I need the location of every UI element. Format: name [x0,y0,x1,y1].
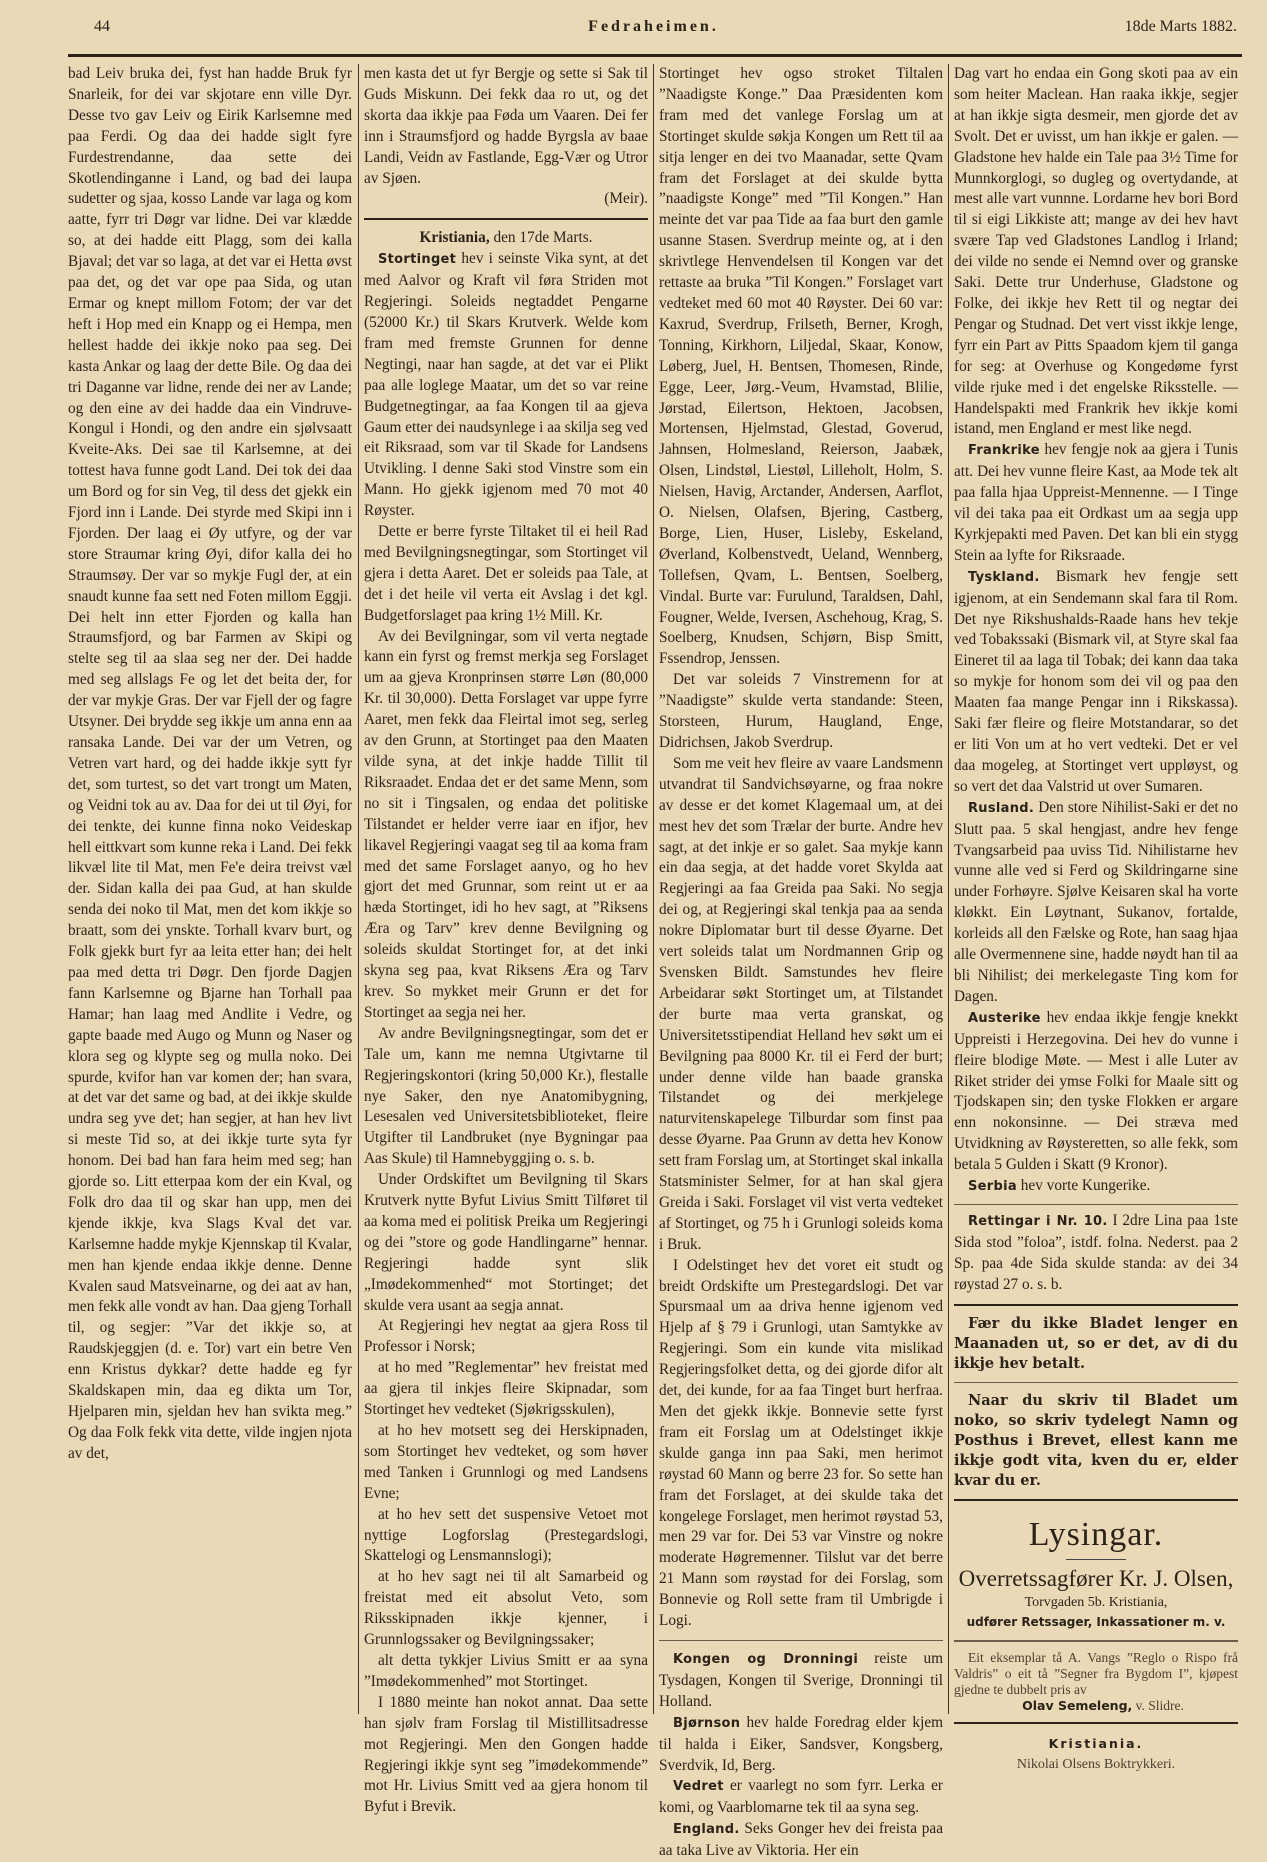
paragraph-lead: Kongen og Dronningi [673,1651,859,1667]
news-paragraph: Av dei Bevilgningar, som vil verta negtade kann ein fyrst og fremst merkja seg Forslaget um aa gjeva Kronprinsen større Løn (80,000 Kr. til 30,000). Detta Forslaget var uppe fyrre Aaret, men fekk daa Fleirtal imot seg, serleg av den Grunn, at Stortinget paa den Maaten vilde syna, at det inkje hadde Tillit til Riksraadet. Endaa det er det same Menn, som no sit i Tingsalen, og endaa det politiske Tilstandet er helder verre iaar en ifjor, hev likavel Regjeringi vaagat seg til aa koma fram med det same Forslaget aanyo, og ho hev gjort det med Grunnar, som reint ut er aa hæda Stortinget, idi ho hev sagt, at ”Riksens Æra og Tarv” krev denne Bevilgning og soleids skuldat Stortinget for, at det inki skyna seg paa, kvat Riksens Æra og Tarv krev. So mykket meir Grunn er det for Stortinget aa segja nei her. [364,627,648,1021]
paragraph-text: Bismark hev fengje sett igjenom, at ein Sendemann skal fara til Rom. Det nye Rikshushalds-Raade hans hev tekje ved Tobakssaki (Bismark vil, at Styre skal faa Eineret til aa laga til Tobak; dei kann daa taka so mykje for honom som dei vil og paa den Maaten faa mange Pengar inn i Rikskassa). Saki fær fleire og fleire Motstandarar, so det er liti Von um at ho vert vedteki. Det er vel daa mogeleg, at Stortinget vert uppløyst, og so vert det daa Valstrid ut over Sumaren. [954,567,1238,795]
story-continuation [364,64,648,189]
ad-lawyer-name: Overretssagfører Kr. J. Olsen, [958,1565,1234,1591]
news-paragraph: at ho hev sagt nei til alt Samarbeid og freistat med eit absolut Veto, som Riksskipnaden ikkje kjenner, i Grunnlogssaker og Bevilgningssaker; [364,1568,648,1649]
news-paragraph [954,798,1238,1008]
paragraph-text: hev fengje nok aa gjera i Tunis att. Dei hev vunne fleire Kast, aa Mode tek alt paa falla hjaa Uppreist-Mennenne. — I Tinge vil dei taka paa eit Ordkast um aa segja upp Kyrkjepakti med Paven. Det kan bli ein stygg Stein aa lyfte for Riksraade. [954,441,1238,564]
news-paragraph [659,1649,943,1713]
news-paragraph: Det var soleids 7 Vinstremenn for at ”Naadigste” skulde verta standande: Steen, Storsteen, Hurum, Haugland, Enge, Didrichsen, Jakob Sverdrup. [659,671,943,751]
story-text: bad Leiv bruka dei, fyst han hadde Bruk fyr Snarleik, for dei var skjotare enn ville Dyr. Desse tvo gav Leiv og Eirik Karlsemne med paa Ferdi. Og daa dei hadde siglt fyre Furdestrendanne, daa sette dei Skotlendinganne i Land, og bad dei laupa sudetter og sjaa, kosso Lande var laga og kom aatte, fyrr tri Døgr var lidne. Dei var klædde so, at dei hadde eitt Plagg, som dei kalla Bjaval; det var so laga, at det var ei Hetta øvst paa det, og det var ope paa Sida, og utan Ermar og knept millom Fotom; der var det heft i Hop med ein Knapp og ei Hempa, men hellest hadde dei ikkje noko paa seg. Dei kasta Ankar og laag der dette Bile. Og daa dei tri Daganne var lidne, rende dei ner av Lande; og den eine av dei hadde daa ein Vindruve-Kongul i Hondi, og den andre ein sjølvsaatt Kveite-Aks. Dei sae til Karlsemne, at dei tottest hava funne godt Land. Dei tok dei daa um Bord og for sin Veg, til dess det gjekk ein Fjord inn i Lande. Dei styrde med Skipi inn i Fjorden. Der laag ei Øy utfyre, og der var store Straumar kring Øyi, difor kalla dei ho Straumsøy. Der var so mykje Fugl der, at ein snaudt kunne faa sett ned Foten millom Eggji. Dei helt inn etter Fjorden og kalla han Straumsfjord, og bar Farmen av Skipi og stelte seg til aa slaa seg ner der. Dei hadde med seg allslags Fe og let det beita der, for der var mykje Gras. Der var Fjell der og fagre Utsyner. Dei brydde seg ikkje um anna enn aa ransaka Lande. Dei var der um Vetren, og Vetren vart hard, og dei hadde ikkje sytt fyr det, som turtest, so det vart trongt um Maten, og Veidni tok au av. Daa for dei ut til Øyi, for dei tenkte, dei kunne finna noko Veideskap hell eittkvart som kunne reka i Land. Dei fekk likvæl lite til Mat, men Fe'e deira treivst væl der. Sidan kalla dei paa Gud, at han skulde senda dei noko til Mat, men det kom ikkje so braatt, som dei ynskte. Torhall kvarv burt, og Folk gjekk burt fyr aa leita etter han; dei helt paa med detta tri Døgr. Den fjorde Dagjen fann Karlsemne og Bjarne han Torhall paa Hamar; han laag med Andlite i Vedre, og gapte baade med Augo og Munn og Naser og klora seg og klypte seg og mulla noko. Dei spurde, kvifor han var komen der; han svara, at det var det same og bad, at dei ikkje skulde undra seg yve det; han segjer, at han hev livt si meste Tid so, at dei ikkje turte syta fyr honom. Dei bad han fara heim med seg; han gjorde so. Litt etterpaa kom der ein Kval, og Folk dro daa til og skar han upp, men dei kjende ikkje, kva Slags Kval det var. Karlsemne hadde mykje Kjennskap til Kvalar, men han kjende endaa ikkje denne. Denne Kvalen saud Matsveinarne, og dei aat av han, men fekk alle vondt av han. Daa gjeng Torhall til, og segjer: ”Var det ikkje so, at Raudskjeggjen (d. e. Tor) vart ein betre Ven enn Kristus dykkar? dette hadde eg fyr Skaldskapen min, daa eg dikta um Tor, Hjelparen min, sjeldan hev han svikta meg.” Og daa Folk fekk vita dette, vilde ingjen njota av det, [68,65,352,1462]
news-paragraph: at ho med ”Reglementar” hev freistat med aa gjera til inkjes fleire Skipnadar, som Stortinget hev vedteket (Sjøkrigsskulen), [364,1359,648,1419]
paragraph-lead: Stortinget [378,252,457,268]
dateline [364,228,648,249]
section-rule [954,1382,1238,1383]
paragraph-lead: Bjørnson [673,1715,741,1731]
column-2 [364,64,648,1818]
section-rule [954,1640,1238,1642]
news-paragraph [954,1008,1238,1176]
news-paragraph: I 1880 meinte han nokot annat. Daa sette han sjølv fram Forslag til Mistillitsadresse mot Regjeringi. Men den Gongen hadde Regjeringi ikkje synt seg ”imødekommende” mot Hr. Livius Smitt ved aa gjera honom til Byfut i Brevik. [364,1693,648,1816]
news-paragraph [954,1176,1238,1198]
issue-date: 18de Marts 1882. [1124,18,1237,35]
column-divider [653,64,654,1714]
column-1-story [68,64,352,1465]
news-paragraph [364,249,648,522]
notice-text: Fær du ikke Bladet lenger en Maanaden ut, so er det, av di du ikkje hev betalt. [954,1314,1238,1372]
paragraph-lead: Tyskland. [968,569,1040,585]
short-rule [1066,1559,1126,1560]
section-rule [954,1499,1238,1501]
news-paragraph: at ho hev motsett seg dei Herskipnaden, som Stortinget hev vedteket, og som høver med Tanken i Grunnlogi og med Landsens Evne; [364,1422,648,1502]
column-3 [659,64,943,1862]
column-divider [948,64,949,1714]
ad-books-place: v. Slidre. [1135,1698,1184,1714]
news-paragraph: I Odelstinget hev det voret eit studt og breidt Ordskifte um Prestegardslogi. Det var Spursmaal um aa driva henne igjenom ved Hjelp af § 79 i Grunlogi, utan Samtykke av Regjeringi. Som ein kunde vita mislikad Regjeringsfolket detta, og dei gjorde difor alt det, dei kunde, for aa faa Tinget burt herfraa. Men det gjekk ikkje. Bonnevie sette fyrst fram eit Forslag um at Odelstinget ikkje skulde ganga inn paa Saki, men herimot røystad 60 Mann og berre 23 for. So sette han fram det Forslaget, at dei skulde taka det kongelege Forslaget, men herimot røystad 53, men 29 var for. Dei 53 var Vinstre og nokre moderate Høgremenner. Tilslut var det berre 21 Mann som røystad for dei Forslag, som Bonnevie og Roll sette fram til Umbrigde i Logi. [659,1256,943,1630]
news-paragraph [954,567,1238,798]
paragraph-text: er vaarlegt no som fyrr. Lerka er komi, og Vaarblomarne tek til aa syna seg. [659,1777,943,1817]
paragraph-text: hev i seinste Vika synt, at det med Aalvor og Kraft vil føra Striden mot Regjeringi. Soleids negtaddet Pengarne (52000 Kr.) til Skars Krutverk. Welde kom fram med fremste Grunnen for denne Negtingi, naar han sagde, at det var ei Plikt paa alle loglege Maatar, um det so var reine Budgetnegtingar, aa faa Kongen til aa gjeva Gaum etter dei naudsynlege i aa skilja seg ved eit Riksraad, som var til Skade for Landsens Utvikling. I denne Saki stod Vinstre som ein Mann. Ho gjekk igjenom med 70 mot 40 Røyster. [364,250,648,520]
section-rule [954,1304,1238,1306]
corrections [954,1211,1238,1296]
paragraph-lead: Rettingar i Nr. 10. [968,1213,1108,1229]
ad-books-text: Eit eksemplar tå A. Vangs ”Reglo o Rispo frå Valdris” o eit tå ”Segner fra Bygdom I”, kjøpest gjedne te dubbelt pris av [954,1650,1238,1698]
paragraph-text: reiste um Tysdagen, Kongen til Sverige, Dronningi til Holland. [659,1649,944,1710]
paragraph-lead: England. [673,1822,740,1838]
section-rule [954,1204,1238,1205]
ad-lawyer-address: Torvgaden 5b. Kristiania, [1024,1594,1168,1610]
ad-books-seller: Olav Semeleng, [1022,1698,1133,1714]
news-paragraph [659,1713,943,1777]
column-divider [358,64,359,1714]
letters-notice [954,1391,1238,1491]
section-rule [659,1640,943,1641]
news-paragraph: Dag vart ho endaa ein Gong skoti paa av ein som heiter Maclean. Han raaka ikkje, segjer at han ikkje sigta desmeir, men gjorde det av Svolt. Det er uvisst, um han ikkje er galen. — Gladstone hev halde ein Tale paa 3½ Time for Munnkorglogi, so dugleg og overtydande, at mest alle vart vunnne. Lordarne hev bori Bord til si eigi Likkiste att; mange av dei hev havt svære Tap ved Gladstones Landlog i Irland; dei vilde no sende ei Nemnd over og granske Saki. Dette trur Underhuse, Gladstone og Folke, dei ikkje hev Rett til og negtar dei Pengar og Studnad. Det vert visst ikkje lenge, fyrr ein Part av Pitts Spaadom kjem til ganga for seg: at Overhuse og Kongedøme fyrst vilde rjuke med i det engelske Riksstelle. — Handelspakti med Frankrik hev ikkje komi istand, men England er mest like negd. [954,65,1238,438]
paragraph-text: Den store Nihilist-Saki er det no Slutt paa. 5 skal hengjast, andre hev fenge Tvangsarbeid paa uviss Tid. Nihilistarne hev vunne alle ved si Ferd og Skildringarne sine under Forhøyre. Sjølve Keisaren skal ha vorte kløkkt. Ein Løytnant, Sukanov, fortalde, korleids all den Fælske og Rote, han saag hjaa alle Overmennene sine, hadde nøydt han til aa bli Nihilist; dei merkelegaste Ting kom for Dagen. [954,798,1239,1005]
news-paragraph: at ho hev sett det suspensive Vetoet mot nyttige Logforslag (Prestegardslogi, Skattelogi og Lensmannslogi); [364,1505,648,1565]
news-paragraph: Under Ordskiftet um Bevilgning til Skars Krutverk nytte Byfut Livius Smitt Tilføret til aa koma med ei politisk Preika um Regjeringi og dei ”store og gode Handlingarne” hennar. Regjeringi hadde synt slik „Imødekommenhed“ mot Stortinget; det skulde vera usant aa segja annat. [364,1171,648,1314]
paragraph-lead: Rusland. [968,800,1035,816]
paragraph-lead: Frankrike [968,443,1040,459]
paragraph-text: I 2dre Lina paa 1ste Sida stod ”folоa”, istdf. folna. Nederst. paa 2 Sp. paa 4de Sida skulde standa: av dei 34 røystad 27 o. s. b. [954,1211,1238,1293]
paragraph-lead: Serbia [968,1179,1017,1195]
paragraph-text: hev vorte Kungerike. [1020,1177,1151,1195]
subscription-notice [954,1314,1238,1374]
notice-text: Naar du skriv til Bladet um noko, so skriv tydelegt Namn og Posthus i Brevet, ellest kann me ikkje godt vita, kven du er, elder kvar du er. [954,1391,1238,1489]
ad-lawyer-services: udfører Retssager, Inkassationer m. v. [966,1614,1226,1629]
news-paragraph: alt detta tykkjer Livius Smitt er aa syna ”Imødekommenhed” mot Stortinget. [364,1651,648,1690]
news-paragraph: Av andre Bevilgningsnegtingar, som det er Tale um, kann me nemna Utgivtarne til Regjeringskontori (kring 50,000 Kr.), flestalle nye Saker, den nye Anatomibygning, Lesesalen ved Universitetsbiblioteket, fleire Utgifter til Landbruket (nye Bygningar paa Aas Skule) til Hamnebyggjing o. s. b. [364,1024,648,1168]
column-4 [954,64,1238,1776]
imprint-city: Kristiania. [1048,1736,1144,1752]
news-paragraph [659,1819,943,1862]
paragraph-text: Seks Gonger hev dei freista paa aa taka Live av Viktoria. Her ein [659,1820,944,1860]
dateline-place: Kristiania, [419,229,490,247]
page-number: 44 [94,18,110,35]
paragraph-text: hev endaa ikkje fengje knekkt Uppreisti i Herzegovina. Dei hev do vunne i fleire blodige Møte. — Mest i alle Luter av Riket strider dei ymse Folki for Maale sitt og Tjodskapen sin; den tyske Flokken er argare enn nokonsinne. — Dei stræva med Utvidkning av Røysteretten, so alle fekk, som betala 5 Gulden i Skatt (9 Kronor). [954,1008,1238,1174]
ads-heading: Lysingar. [1028,1515,1164,1553]
dateline-date: den 17de Marts. [493,229,593,247]
paragraph-lead: Austerike [968,1010,1041,1026]
news-paragraph: Som me veit hev fleire av vaare Landsmenn utvandrat til Sandvichsøyarne, og fraa nokre av desse er det komet Klagemaal um, at dei mest hev det som Trælar der burte. Andre hev sagt, at det inkje er so galet. Saa mykje kann ein daa segja, at det hadde voret Skylda aat Regjeringi aa faa Greida paa Saki. No segja dei og, at Regjeringi skal tenkja paa aa senda nokre Diplomatar burt til desse Øyarne. Det vert soleids talat um Nordmannen Grip og Svensken Bildt. Samstundes hev fleire Arbeidarar søkt Stortinget um, at Tilstandet der burte maa verta granskat, og Universitetsstipendiat Helland hev søkt um ei Bevilgning paa 8000 Kr. til ei Ferd der burt; under denne vilde han baade granska Tilstandet og dei merkjelege naturvitenskapelege Tilburdar som finst paa desse Øyarne. Paa Grunn av detta hev Konow sett fram Forslag um, at Stortinget skal inkalla Statsminister Selmer, for at han skal gjera Greida i Saki. Forslaget vil vist verta vedteket af Stortinget, og 75 h i Grunlogi soleids koma i Bruk. [659,754,943,1253]
continuation-text: men kasta det ut fyr Bergje og sette si Sak til Guds Miskunn. Dei fekk daa ro ut, og det skorta daa ikkje paa Føda um Vaaren. Dei fer inn i Straumsfjord og hadde Byrgsla av baae Landi, Veidn av Fastlande, Egg-Vær og Utror av Sjøen. [364,65,648,187]
news-paragraph [954,440,1238,566]
news-paragraph: Dette er berre fyrste Tiltaket til ei heil Rad med Bevilgningsnegtingar, som Stortinget vil gjera i detta Aaret. Det er soleids paa Tale, at det i det heile vil verta eit Avslag i det kgl. Budgetforslaget paa kring 1½ Mill. Kr. [364,523,648,624]
imprint-printer: Nikolai Olsens Boktrykkeri. [1016,1757,1176,1773]
page-header [70,18,1237,42]
paragraph-text: hev halde Foredrag elder kjem til halda i Eiker, Sandsver, Kongsberg, Sverdvik, Id, Berg. [659,1713,944,1774]
newspaper-title: Fedraheimen. [588,18,719,35]
to-be-continued: (Meir). [604,190,648,208]
paragraph-lead: Vedret [673,1779,724,1795]
section-rule [364,218,648,220]
news-paragraph: At Regjeringi hev negtat aa gjera Ross til Professor i Norsk; [364,1317,648,1356]
ad-books [954,1650,1238,1714]
news-paragraph: Stortinget hev ogso stroket Tiltalen ”Naadigste Konge.” Daa Præsidenten kom fram med det vanlege Forslag um at Stortinget skulde søkja Kongen um Rett til aa sitja lenger en dei tvo Maanadar, sette Qvam fram det Forslaget at dei skulde bytta ”naadigste Konge” med ”Til Kongen.” Han meinte det var paa Tide aa faa burt den gamle usanne Stasen. Sverdrup meinte og, at i den skrivtlege Henvendelsen til Kongen var det rettaste aa bruka ”Til Kongen.” Forslaget vart vedteket med 60 mot 40 Røyster. Dei 60 var: Kaxrud, Sverdrup, Frilseth, Berner, Krogh, Tonning, Kirkhorn, Liljedal, Skaar, Konow, Løberg, Juel, H. Bentsen, Thomesen, Rinde, Egge, Leer, Jørg.-Veum, Hvamstad, Blilie, Jørstad, Eilertson, Hektoen, Jacobsen, Mortensen, Hjelmstad, Glestad, Goverud, Jahnsen, Holmesland, Reierson, Jaabæk, Olsen, Lindstøl, Liestøl, Lilleholt, Holm, S. Nielsen, Havig, Arctander, Andersen, Aarflot, O. Nielsen, Olafsen, Bjering, Castberg, Borge, Lien, Huser, Lisleby, Eskeland, Øverland, Kolbenstvedt, Ueland, Wennberg, Tollefsen, Qvam, L. Bentsen, Soelberg, Vindal. Burte var: Furulund, Taraldsen, Dahl, Fougner, Welde, Iversen, Aschehoug, Krag, S. Soelberg, Knudsen, Schjørn, Bisp Smitt, Fssendrop, Jenssen. [659,65,943,668]
header-rule [68,54,1242,57]
news-paragraph [659,1776,943,1819]
